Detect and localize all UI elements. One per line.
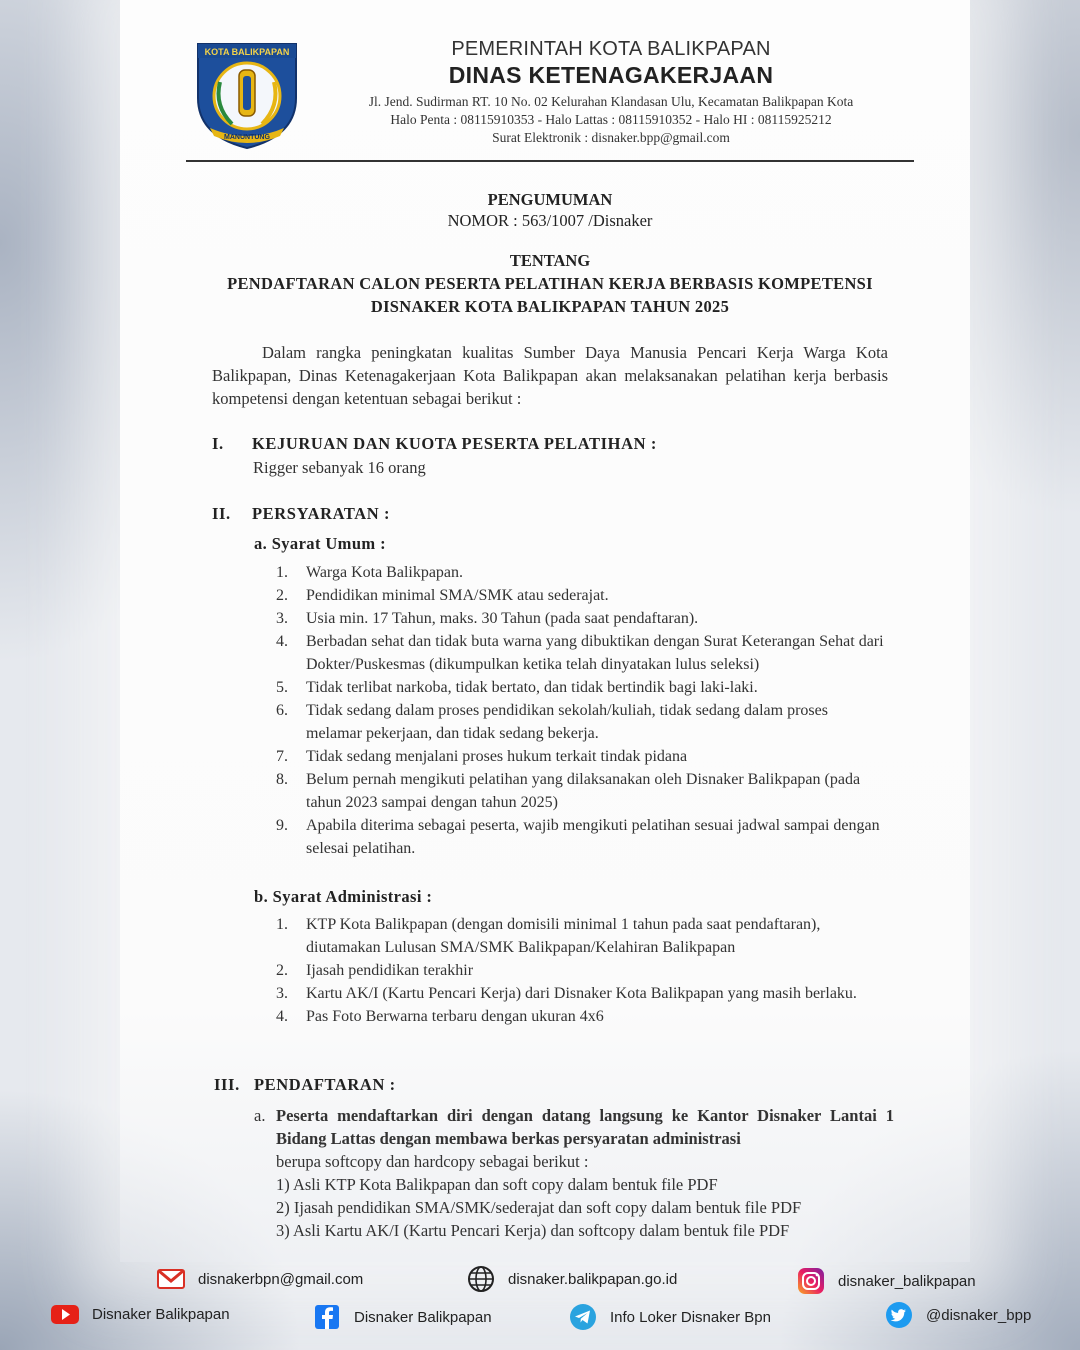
- document-subject-line-2: DISNAKER KOTA BALIKPAPAN TAHUN 2025: [370, 297, 730, 316]
- contact-facebook-text: Disnaker Balikpapan: [354, 1308, 492, 1326]
- requirement-text: Warga Kota Balikpapan.: [306, 564, 464, 581]
- admin-requirements-list: [276, 913, 876, 1028]
- contact-website[interactable]: [466, 1264, 677, 1294]
- contact-instagram[interactable]: [796, 1266, 976, 1296]
- admin-requirements-title: b. Syarat Administrasi :: [254, 887, 433, 906]
- registration-details: [254, 1104, 894, 1242]
- document-number: NOMOR : 563/1007 /Disnaker: [447, 211, 653, 230]
- requirement-text: Tidak sedang dalam proses pendidikan sekolah/kuliah, tidak sedang dalam proses melamar pekerjaan, dan tidak sedang bekerja.: [306, 702, 828, 742]
- intro-paragraph: Dalam rangka peningkatan kualitas Sumber Daya Manusia Pencari Kerja Warga Kota Balikpapan, Dinas Ketenagakerjaan Kota Balikpapan akan melaksanakan pelatihan kerja berbasis kompetensi dengan ketentuan sebagai berikut :: [212, 343, 888, 408]
- requirement-number: 1.: [276, 916, 288, 933]
- requirement-number: 7.: [276, 748, 288, 765]
- requirement-item: [276, 699, 886, 745]
- section-1-number: I.: [212, 434, 224, 453]
- twitter-icon: [884, 1300, 914, 1330]
- requirement-number: 2.: [276, 962, 288, 979]
- contact-email-text: disnakerbpn@gmail.com: [198, 1270, 364, 1288]
- letterhead-divider: [186, 160, 914, 162]
- requirement-item: [276, 561, 886, 584]
- instagram-icon: [796, 1266, 826, 1296]
- requirement-number: 2.: [276, 587, 288, 604]
- contact-instagram-text: disnaker_balikpapan: [838, 1272, 976, 1290]
- contact-website-text: disnaker.balikpapan.go.id: [508, 1270, 678, 1288]
- requirement-text: Berbadan sehat dan tidak buta warna yang dibuktikan dengan Surat Keterangan Sehat dari Dokter/Puskesmas (dikumpulkan ketika telah dinyatakan lulus seleksi): [306, 633, 884, 673]
- section-3-title: PENDAFTARAN :: [254, 1075, 396, 1094]
- requirement-number: 3.: [276, 610, 288, 627]
- requirement-item: [276, 676, 886, 699]
- globe-icon: [466, 1264, 496, 1294]
- telegram-icon: [568, 1302, 598, 1332]
- requirement-item: [276, 1005, 876, 1028]
- office-address: Jl. Jend. Sudirman RT. 10 No. 02 Kelurahan Klandasan Ulu, Kecamatan Balikpapan Kota: [368, 94, 854, 109]
- requirement-item: [276, 745, 886, 768]
- registration-a-label: a.: [254, 1106, 266, 1125]
- registration-item: 3) Asli Kartu AK/I (Kartu Pencari Kerja) dan softcopy dalam bentuk file PDF: [276, 1221, 790, 1240]
- requirement-number: 5.: [276, 679, 288, 696]
- section-2-number: II.: [212, 504, 231, 523]
- requirement-number: 3.: [276, 985, 288, 1002]
- requirement-number: 9.: [276, 817, 288, 834]
- gmail-icon: [156, 1264, 186, 1294]
- logo-top-text: KOTA BALIKPAPAN: [204, 47, 290, 57]
- requirement-item: [276, 913, 876, 959]
- section-3-heading: [214, 1075, 396, 1095]
- requirement-item: [276, 982, 876, 1005]
- requirement-item: [276, 630, 886, 676]
- youtube-icon: [50, 1299, 80, 1329]
- document-type: PENGUMUMAN: [487, 190, 613, 209]
- facebook-icon: [312, 1302, 342, 1332]
- letterhead: [316, 38, 906, 147]
- registration-a-lead: Peserta mendaftarkan diri dengan datang langsung ke Kantor Disnaker Lantai 1 Bidang Lattas dengan membawa berkas persyaratan administrasi: [276, 1106, 894, 1148]
- requirement-text: Kartu AK/I (Kartu Pencari Kerja) dari Disnaker Kota Balikpapan yang masih berlaku.: [306, 985, 857, 1002]
- contact-twitter[interactable]: [884, 1300, 1031, 1330]
- requirement-text: KTP Kota Balikpapan (dengan domisili minimal 1 tahun pada saat pendaftaran), diutamakan Lulusan SMA/SMK Balikpapan/Kelahiran Balikpapan: [306, 916, 821, 956]
- section-2-title: PERSYARATAN :: [252, 504, 391, 523]
- contact-twitter-text: @disnaker_bpp: [926, 1306, 1032, 1324]
- general-requirements-list: [276, 561, 886, 860]
- registration-a-continuation: berupa softcopy dan hardcopy sebagai berikut :: [276, 1152, 589, 1171]
- requirement-number: 4.: [276, 1008, 288, 1025]
- logo-bottom-text: MANUNTUNG: [224, 134, 270, 141]
- requirement-text: Tidak terlibat narkoba, tidak bertato, dan tidak bertindik bagi laki-laki.: [306, 679, 758, 696]
- contact-email[interactable]: [156, 1264, 363, 1294]
- requirement-item: [276, 814, 886, 860]
- requirement-item: [276, 584, 886, 607]
- requirement-number: 4.: [276, 633, 288, 650]
- requirement-text: Belum pernah mengikuti pelatihan yang dilaksanakan oleh Disnaker Balikpapan (pada tahun 2023 sampai dengan tahun 2025): [306, 771, 861, 811]
- requirement-text: Usia min. 17 Tahun, maks. 30 Tahun (pada saat pendaftaran).: [306, 610, 699, 627]
- office-phones: Halo Penta : 08115910353 - Halo Lattas : 08115910352 - Halo HI : 08115925212: [390, 112, 832, 127]
- requirement-text: Tidak sedang menjalani proses hukum terkait tindak pidana: [306, 748, 688, 765]
- section-3-number: III.: [214, 1075, 240, 1094]
- contact-facebook[interactable]: [312, 1302, 492, 1332]
- department-name: DINAS KETENAGAKERJAAN: [448, 62, 774, 88]
- contact-telegram-text: Info Loker Disnaker Bpn: [610, 1308, 771, 1326]
- requirement-text: Pas Foto Berwarna terbaru dengan ukuran 4x6: [306, 1008, 604, 1025]
- general-requirements-title: a. Syarat Umum :: [254, 534, 386, 553]
- requirement-text: Pendidikan minimal SMA/SMK atau sederajat.: [306, 587, 609, 604]
- document-about: TENTANG: [509, 251, 591, 270]
- requirement-number: 1.: [276, 564, 288, 581]
- contact-youtube-text: Disnaker Balikpapan: [92, 1305, 230, 1323]
- requirement-item: [276, 959, 876, 982]
- requirement-text: Apabila diterima sebagai peserta, wajib mengikuti pelatihan sesuai jadwal sampai dengan selesai pelatihan.: [306, 817, 880, 857]
- section-1-text: Rigger sebanyak 16 orang: [253, 458, 426, 477]
- document-subject-line-1: PENDAFTARAN CALON PESERTA PELATIHAN KERJA BERBASIS KOMPETENSI: [227, 274, 873, 293]
- contact-youtube[interactable]: [50, 1299, 230, 1329]
- city-emblem-logo: [192, 36, 302, 150]
- requirement-item: [276, 768, 886, 814]
- contact-telegram[interactable]: [568, 1302, 771, 1332]
- section-1-heading: [212, 434, 657, 454]
- requirement-number: 8.: [276, 771, 288, 788]
- government-name: PEMERINTAH KOTA BALIKPAPAN: [451, 38, 771, 60]
- requirement-number: 6.: [276, 702, 288, 719]
- requirement-text: Ijasah pendidikan terakhir: [306, 962, 474, 979]
- requirement-item: [276, 607, 886, 630]
- office-email: Surat Elektronik : disnaker.bpp@gmail.com: [492, 130, 730, 145]
- registration-item: 2) Ijasah pendidikan SMA/SMK/sederajat dan soft copy dalam bentuk file PDF: [276, 1198, 802, 1217]
- section-1-title: KEJURUAN DAN KUOTA PESERTA PELATIHAN :: [252, 434, 657, 453]
- section-2-heading: [212, 504, 390, 524]
- registration-item: 1) Asli KTP Kota Balikpapan dan soft copy dalam bentuk file PDF: [276, 1175, 718, 1194]
